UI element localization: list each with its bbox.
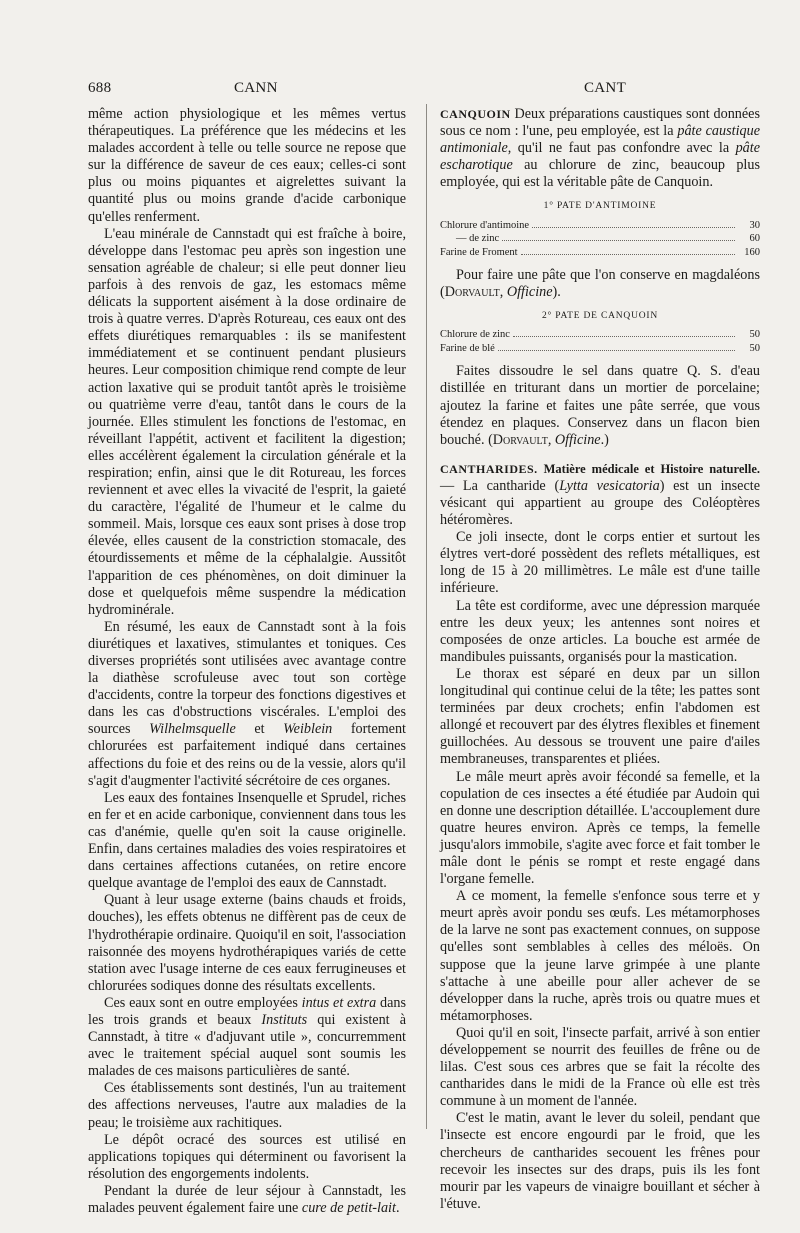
right-column <box>440 106 760 1213</box>
paragraph: L'eau minérale de Cannstadt qui est fraîche à boire, développe dans l'estomac peu après son ingestion une sensation agréable de chaleur; si elle peut donner lieu parfois à des renvois de gaz, les estomacs même délicats la supportent aisément à la dose ordinaire de trois à quatre verres. D'après Rotureau, ces eaux ont des effets diurétiques remarquables : ils se manifestent immédiatement et se continuent pendant plusieurs heures. Leur composition chimique rend compte de leur action laxative qui se produit tantôt après le troisième ou quatrième verre d'eau, tantôt dans le cours de la journée. Elles stimulent les fonctions de l'estomac, en réveillant l'appétit, activent et facilitent la digestion; elles accélèrent également la circulation générale et la respiration; enfin, ainsi que le dit Rotureau, les forces reviennent et avec elles la vivacité de l'esprit, la gaieté du caractère, l'égalité de l'humeur et le calme du sommeil. Mais, lorsque ces eaux sont prises à dose trop élevée, elles causent de la constriction stomacale, des étourdissements et même de la céphalalgie. Aussitôt l'apparition de ces phénomènes, on doit diminuer la dose et quelquefois même suspendre la médication hydrominérale. <box>88 225 406 618</box>
paragraph: même action physiologique et les mêmes vertus thérapeutiques. La préférence que les médecins et les malades accordent à telle ou telle source ne repose que sur la différence de saveur de ces eaux; celles-ci sont plus ou moins piquantes et aigrelettes suivant la quantité plus ou moins grande d'acide carbonique qu'elles renferment. <box>88 106 406 225</box>
paragraph: Ces eaux sont en outre employées intus et extra dans les trois grands et beaux Instituts qui existent à Cannstadt, à titre « d'adjuvant utile », concurremment avec le traitement spécial auquel sont soumis les malades de ces maisons particulières de santé. <box>88 994 407 1080</box>
recipe-title: 1° PATE D'ANTIMOINE <box>543 201 657 212</box>
paragraph: Ces établissements sont destinés, l'un au traitement des affections nerveuses, l'autre aux maladies de la peau; le troisième aux rachitiques. <box>88 1080 406 1131</box>
entry-canquoin: CANQUOIN Deux préparations caustiques sont données sous ce nom : l'une, peu employée, est la pâte caustique antimoniale, qu'il ne faut pas confondre avec la pâte escharotique au chlorure de zinc, beaucoup plus employée, qui est la véritable pâte de Canquoin. <box>440 106 760 191</box>
paragraph: Quoi qu'il en soit, l'insecte parfait, arrivé à son entier développement se nourrit des feuilles de frêne ou de lilas. C'est sous ces arbres que se fait la récolte des cantharides dans le midi de la France où elle est très commune à un moment de l'année. <box>440 1024 760 1110</box>
column-divider <box>426 104 427 1129</box>
running-head <box>88 80 720 100</box>
entry-headword: CANTHARIDES. <box>440 461 538 476</box>
paragraph: Pour faire une pâte que l'on conserve en magdaléons (Dorvault, Officine). <box>440 267 760 301</box>
left-running-title: CANN <box>234 80 278 96</box>
paragraph: Le mâle meurt après avoir fécondé sa femelle, et la copulation de ces insectes a été étudiée par Audoin qui en donne une description détaillée. L'accouplement dure quatre heures environ. Après ce temps, la femelle jusqu'alors immobile, s'agite avec force et fait tomber le mâle dont le pénis se rompt et reste engagé dans l'organe femelle. <box>440 768 760 888</box>
paragraph: Quant à leur usage externe (bains chauds et froids, douches), les effets obtenus ne diffèrent pas de ceux de l'hydrothérapie ordinaire. Quoiqu'il en soit, l'association raisonnée des moyens hydrothérapiques variés de cette station avec l'usage interne de ces eaux ferrugineuses et chlorurées sodiques donne des résultats excellents. <box>88 892 406 994</box>
recipe-row: Farine de Froment 160 <box>440 246 760 258</box>
source-name: Wilhelmsquelle <box>149 721 236 738</box>
recipe-antimoine <box>440 219 760 260</box>
right-running-title: CANT <box>584 80 627 96</box>
recipe-title: 2° PATE DE CANQUOIN <box>541 311 659 322</box>
paragraph: A ce moment, la femelle s'enfonce sous terre et y meurt après avoir pondu ses œufs. Les métamorphoses de la larve ne sont pas exactement connues, on suppose qu'elles sont semblables à celles des méloës. On suppose que la jeune larve grimpée à une plante s'attache à une abeille pour aller achever de se développer dans la ruche, après trois ou quatre mues et métamorphoses. <box>440 888 760 1024</box>
paragraph: Les eaux des fontaines Insenquelle et Sprudel, riches en fer et en acide carbonique, conviennent dans tous les cas d'anémie, quelle qu'en soit la cause originelle. Enfin, dans certaines maladies des voies respiratoires et dans certaines affections cutanées, on retire encore quelque avantage de l'emploi des eaux de Cannstadt. <box>88 789 406 892</box>
paragraph: C'est le matin, avant le lever du soleil, pendant que l'insecte est encore engourdi par le froid, que les chercheurs de cantharides secouent les frênes pour recevoir les insectes sur des draps, puis ils les font mourir par les vapeurs de vinaigre bouillant et sécher à l'étuve. <box>440 1110 760 1212</box>
source-name: Weiblein <box>283 721 333 738</box>
recipe-row: Chlorure de zinc 50 <box>440 329 760 341</box>
paragraph: Le thorax est séparé en deux par un sillon longitudinal qui continue celui de la tête; les pattes sont terminées par deux crochets; enfin l'abdomen est allongé et recouvert par des élytres flexibles et finement guillochées. Au dessous se trouvent une paire d'ailes membraneuses, transparentes et pliées. <box>440 665 760 768</box>
recipe-row: — de zinc 60 <box>456 233 760 245</box>
paragraph: Faites dissoudre le sel dans quatre Q. S. d'eau distillée en triturant dans un mortier de porcelaine; ajoutez la farine et faites une pâte serrée, que vous étendez en plaques. Conservez dans un flacon bien bouché. (Dorvault, Officine.) <box>440 363 760 448</box>
entry-headword: CANQUOIN <box>440 107 511 121</box>
left-column <box>88 106 406 1217</box>
paragraph: Pendant la durée de leur séjour à Cannstadt, les malades peuvent également faire une cure de petit-lait. <box>88 1182 406 1216</box>
recipe-row: Farine de blé 50 <box>440 342 760 354</box>
paragraph: Le dépôt ocracé des sources est utilisé en applications topiques qui déterminent ou favorisent la résolution des engorgements indolents. <box>88 1131 406 1182</box>
page-number: 688 <box>88 80 112 96</box>
entry-subheading: Matière médicale et Histoire naturelle. <box>537 461 760 476</box>
paragraph: Ce joli insecte, dont le corps entier et surtout les élytres vert-doré possèdent des reflets métalliques, est long de 15 à 20 millimètres. Le mâle est d'une taille inférieure. <box>440 529 760 597</box>
recipe-canquoin <box>440 328 760 355</box>
paragraph: En résumé, les eaux de Cannstadt sont à la fois diurétiques et laxatives, stimulantes et toniques. Ces diverses propriétés sont utilisées avec avantage contre la diathèse scrofuleuse avec tout son cortège d'accidents, contre la torpeur des fonctions digestives et dans les cas d'obstructions viscérales. L'emploi des sources Wilhelmsquelle et Weiblein fortement chlorurées est parfaitement indiqué dans certaines affections du foie et des reins ou de la vessie, alors qu'il s'agit d'augmenter l'activité sécrétoire de ces organes. <box>88 618 406 789</box>
entry-cantharides: CANTHARIDES. Matière médicale et Histoire naturelle. — La cantharide (Lytta vesicatoria) est un insecte vésicant qui appartient au groupe des Coléoptères hétéromères. <box>440 461 761 529</box>
paragraph: La tête est cordiforme, avec une dépression marquée entre les deux yeux; les antennes sont noires et composées de onze articles. La bouche est armée de mandibules puissants, organisés pour la mastication. <box>440 597 760 665</box>
recipe-row: Chlorure d'antimoine 30 <box>440 219 760 231</box>
